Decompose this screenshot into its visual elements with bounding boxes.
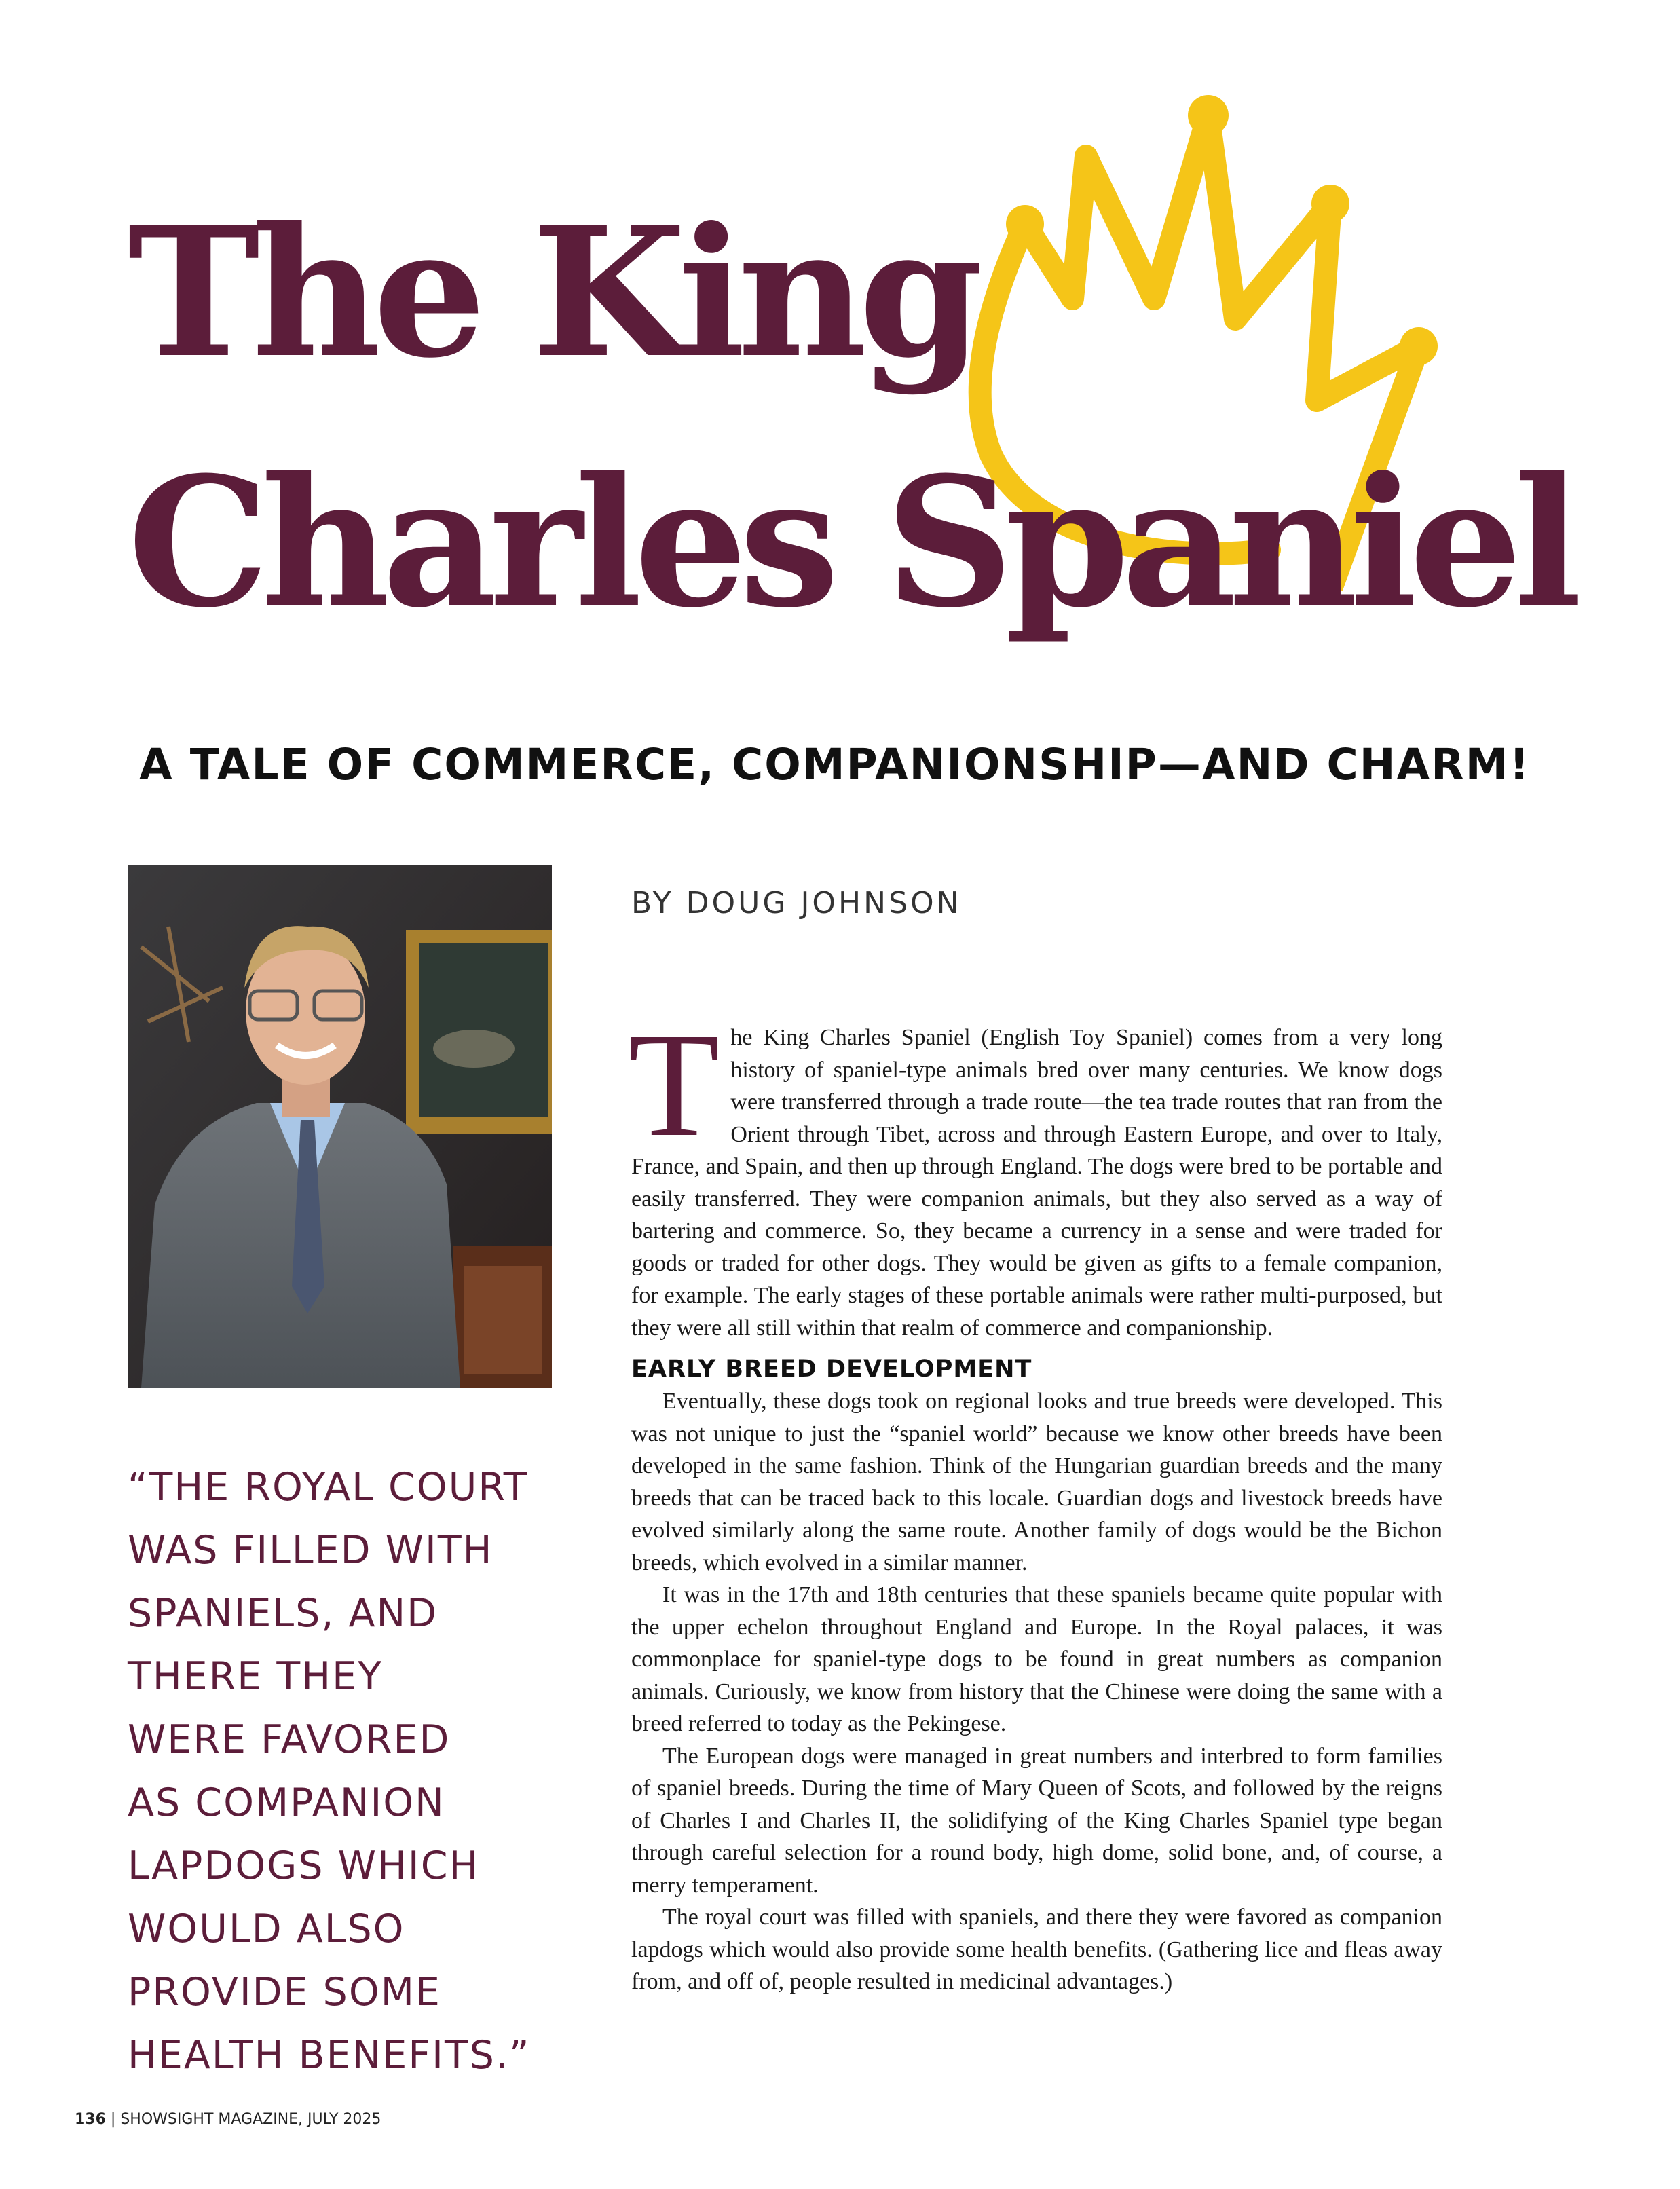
pull-quote-line: LAPDOGS WHICH xyxy=(128,1844,480,1888)
title-line-1: The King xyxy=(128,188,975,397)
body-paragraph: The European dogs were managed in great numbers and interbred to form families of spaniel breeds. During the time of Mary Queen of Scots, and followed by the reigns of Charles I and Charles II, the solidifying of the King Charles Spaniel type began through careful selection for a round body, high dome, solid bone, and, of course, a merry temperament. xyxy=(631,1743,1442,1898)
body-paragraph: Eventually, these dogs took on regional looks and true breeds were developed. This was not unique to just the “spaniel world” because we know other breeds have been developed in the same fashion. Think of the Hungarian guardian breeds and the many breeds that can be traced back to this locale. Guardian dogs and livestock breeds have evolved similarly along the same route. Another family of dogs would be the Bichon breeds, which evolved in a similar manner. xyxy=(631,1389,1442,1575)
section-heading: EARLY BREED DEVELOPMENT xyxy=(631,1355,1032,1383)
pull-quote-line: AS COMPANION xyxy=(128,1780,445,1825)
body-paragraph: The royal court was filled with spaniels, and there they were favored as companion lapdogs which would also provide some health benefits. (Gathering lice and fleas away from, and off of, people resulted in medicinal advantages.) xyxy=(631,1905,1442,1994)
pull-quote-line: THERE THEY xyxy=(128,1654,383,1699)
article-body xyxy=(629,1002,1442,1998)
pull-quote-line: SPANIELS, AND xyxy=(128,1591,438,1636)
pull-quote-line: “THE ROYAL COURT xyxy=(128,1465,529,1510)
pull-quote-line: WAS FILLED WITH xyxy=(128,1528,493,1573)
byline: BY DOUG JOHNSON xyxy=(631,886,962,920)
pull-quote-line: WERE FAVORED xyxy=(128,1717,451,1762)
page-footer: 136 | SHOWSIGHT MAGAZINE, JULY 2025 xyxy=(75,2111,381,2128)
page-number: 136 xyxy=(75,2111,106,2128)
intro-text: he King Charles Spaniel (English Toy Spaniel) comes from a very long history of spaniel-type animals bred over many centuries. We know dogs were transferred through a trade route—the tea trade routes that ran from the Orient through Tibet, across and through Eastern Europe, and over to Italy, France, and Spain, and then up through England. The dogs were bred to be portable and easily transferred. They were companion animals, but they also served as a way of bartering and commerce. So, they became a currency in a sense and were traded for goods or traded for other dogs. They would be given as gifts to a female companion, for example. The early stages of these portable animals were rather multi-purposed, but they were all still within that realm of commerce and companionship. xyxy=(631,1025,1442,1341)
intro-paragraph xyxy=(629,1002,1442,1344)
title-line-2: Charles Spaniel xyxy=(128,438,1574,647)
body-paragraph: It was in the 17th and 18th centuries that these spaniels became quite popular with the upper echelon throughout England and Europe. In the Royal palaces, it was commonplace for spaniel-type dogs to be found in great numbers as companion animals. Curiously, we know from history that the Chinese were doing the same with a breed referred to today as the Pekingese. xyxy=(631,1582,1442,1736)
pull-quote xyxy=(128,1456,562,2087)
author-photo xyxy=(128,865,552,1388)
pull-quote-line: PROVIDE SOME xyxy=(128,1970,441,2015)
subtitle: A TALE OF COMMERCE, COMPANIONSHIP—AND CHARM! xyxy=(139,740,1531,789)
pull-quote-line: HEALTH BENEFITS.” xyxy=(128,2033,531,2078)
pull-quote-line: WOULD ALSO xyxy=(128,1907,405,1951)
publication-name: SHOWSIGHT MAGAZINE, JULY 2025 xyxy=(120,2111,381,2128)
drop-cap: T xyxy=(629,1002,720,1167)
